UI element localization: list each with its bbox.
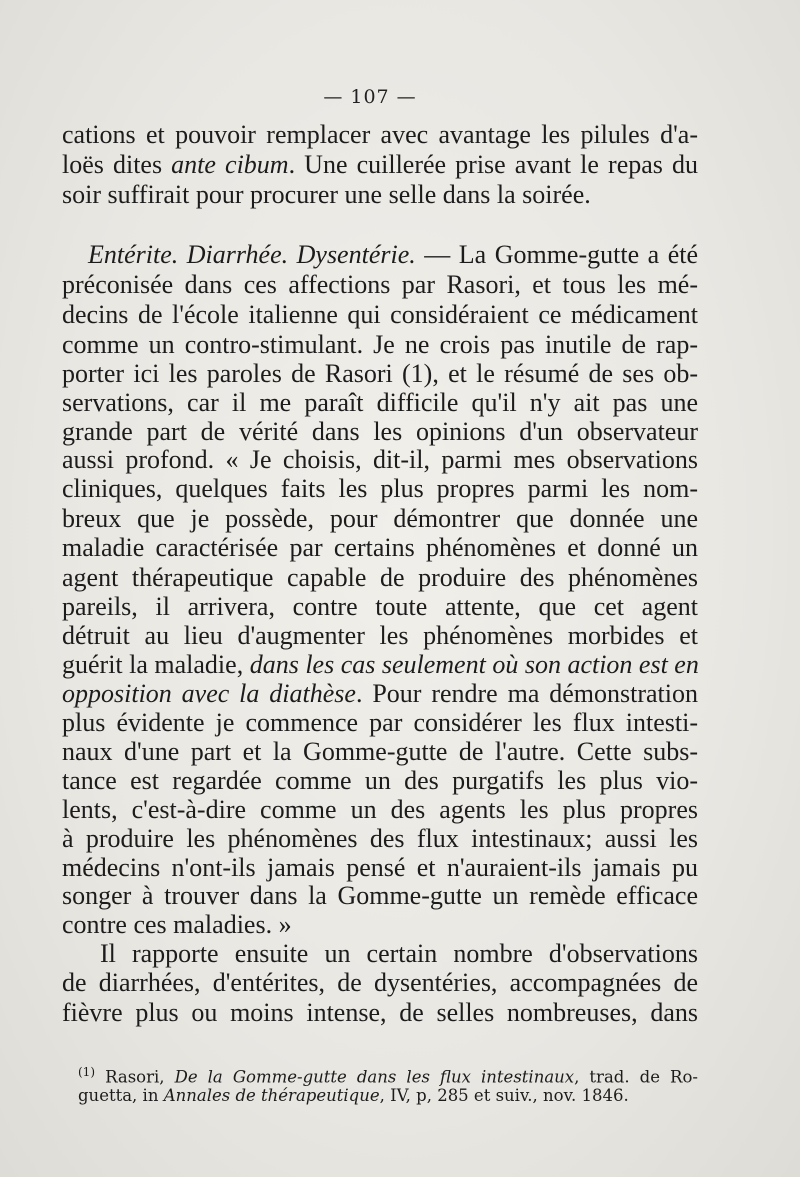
text-line: à produire les phénomènes des flux intestinaux; aussi les	[62, 824, 698, 853]
footnote-journal: Annales de thérapeutique	[163, 1086, 380, 1105]
italic-phrase: dans les cas seulement où son action est en	[249, 650, 699, 679]
text-line: cliniques, quelques faits les plus propres parmi les nom-	[62, 474, 698, 503]
text-line: aussi profond. « Je choisis, dit-il, parmi mes observations	[62, 445, 698, 474]
text-line: porter ici les paroles de Rasori (1), et le résumé de ses ob-	[62, 359, 698, 388]
text-line: songer à trouver dans la Gomme-gutte un remède efficace	[62, 881, 698, 910]
text-line: cations et pouvoir remplacer avec avantage les pilules d'a-	[62, 120, 698, 149]
text-line: pareils, il arrivera, contre toute attente, que cet agent	[62, 592, 698, 621]
text-line: soir suffirait pour procurer une selle dans la soirée.	[62, 180, 591, 209]
footnote-line: guetta, in Annales de thérapeutique, IV, p, 285 et suiv., nov. 1846.	[78, 1086, 629, 1105]
text-line: de diarrhées, d'entérites, de dysentéries, accompagnées de	[62, 968, 698, 997]
text-line: servations, car il me paraît difficile qu'il n'y ait pas une	[62, 388, 698, 417]
section-heading: Entérite. Diarrhée. Dysentérie.	[88, 240, 416, 269]
text-line: contre ces maladies. »	[62, 910, 292, 939]
text-line: tance est regardée comme un des purgatifs les plus vio-	[62, 766, 698, 795]
text-line: decins de l'école italienne qui considéraient ce médicament	[62, 300, 698, 329]
text-line: préconisée dans ces affections par Rasori, et tous les mé-	[62, 270, 698, 299]
text-line: Il rapporte ensuite un certain nombre d'observations	[100, 939, 698, 968]
text-line: opposition avec la diathèse. Pour rendre ma démonstration	[62, 679, 699, 708]
text-line: naux d'une part et la Gomme-gutte de l'autre. Cette subs-	[62, 737, 698, 766]
text-line: grande part de vérité dans les opinions d'un observateur	[62, 417, 698, 446]
text-line: comme un contro-stimulant. Je ne crois pas inutile de rap-	[62, 330, 698, 359]
italic-phrase: opposition avec la diathèse	[62, 679, 356, 708]
text-line: agent thérapeutique capable de produire des phénomènes	[62, 563, 698, 592]
text-line: détruit au lieu d'augmenter les phénomènes morbides et	[62, 621, 698, 650]
text-line: lents, c'est-à-dire comme un des agents les plus propres	[62, 795, 698, 824]
text-line: fièvre plus ou moins intense, de selles nombreuses, dans	[62, 998, 698, 1027]
footnote-title: De la Gomme-gutte dans les flux intestinaux	[174, 1067, 575, 1087]
page-number: — 107 —	[323, 86, 417, 108]
footnote-line: $^{(1)}$ Rasori, De la Gomme-gutte dans les flux intestinaux, trad. de Ro-	[78, 1065, 698, 1087]
text-line: maladie caractérisée par certains phénomènes et donné un	[62, 533, 698, 562]
italic-phrase: ante cibum	[171, 150, 289, 179]
footnote-mark: (1)	[78, 1065, 95, 1079]
text-line: plus évidente je commence par considérer les flux intesti-	[62, 708, 698, 737]
text-line: loës dites ante cibum. Une cuillerée prise avant le repas du	[62, 150, 698, 179]
text-line: médecins n'ont-ils jamais pensé et n'auraient-ils jamais pu	[62, 853, 698, 882]
text-line: guérit la maladie, dans les cas seulement où son action est en	[62, 650, 699, 679]
text-line: breux que je possède, pour démontrer que donnée une	[62, 504, 698, 533]
section-heading-line: Entérite. Diarrhée. Dysentérie. — La Gomme-gutte a été	[88, 240, 698, 269]
